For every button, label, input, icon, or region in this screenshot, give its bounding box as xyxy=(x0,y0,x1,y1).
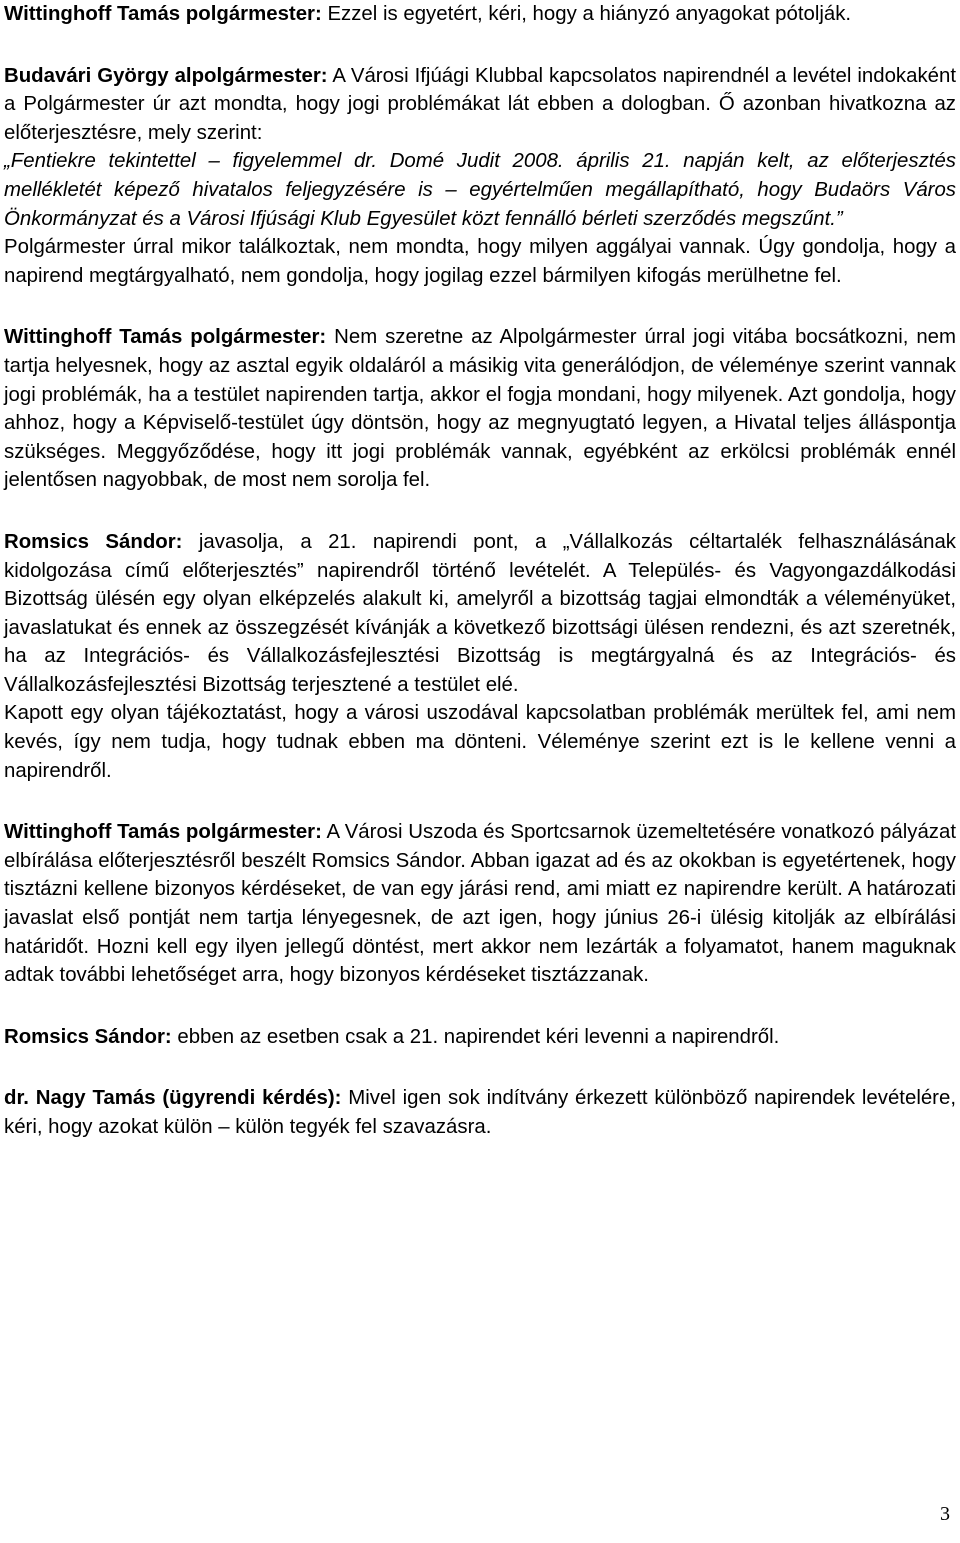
document-page xyxy=(4,0,956,1170)
paragraph-text: A Városi Ifjúági Klubbal kapcsolatos napirendnél a levétel indokaként a Polgármester úr azt mondta, hogy jogi problémákat lát ebben a dologban. Ő azonban hivatkozna az előterjesztésre, mely szerint: xyxy=(4,64,956,144)
paragraph-text: Nem szeretne az Alpolgármester úrral jogi vitába bocsátkozni, nem tartja helyesnek, hogy az asztal egyik oldaláról a másikig vita generálódjon, de véleménye szerint vannak jogi problémák, ha a testület napirenden tartja, akkor el fogja mondani, hogy milyenek. Azt gondolja, hogy ahhoz, hogy a Képviselő-testület úgy döntsön, hogy az megnyugtató legyen, a Hivatal teljes álláspontja szükséges. Meggyőződése, hogy itt jogi problémák vannak, egyébként az erkölcsi problémák ennél jelentősen nagyobbak, de most nem sorolja fel. xyxy=(4,326,956,492)
paragraph-3 xyxy=(4,323,956,495)
quoted-text: „Fentiekre tekintettel – figyelemmel dr. Domé Judit 2008. április 21. napján kelt, az előterjesztés mellékletét képező hivatalos feljegyzésére is – egyértelműen megállapítható, hogy Budaörs Város Önkormányzat és a Városi Ifjúsági Klub Egyesület közt fennálló bérleti szerződés megszűnt.” xyxy=(4,150,956,230)
speaker-name: Romsics Sándor: xyxy=(4,530,183,553)
paragraph-text-continued: Polgármester úrral mikor találkoztak, nem mondta, hogy milyen aggályai vannak. Úgy gondolja, hogy a napirend megtárgyalható, nem gondolja, hogy jogilag ezzel bármilyen kifogás merülhetne fel. xyxy=(4,236,956,287)
paragraph-text: ebben az esetben csak a 21. napirendet kéri levenni a napirendről. xyxy=(171,1025,780,1048)
speaker-name: Wittinghoff Tamás polgármester: xyxy=(4,326,327,349)
paragraph-5 xyxy=(4,818,956,990)
paragraph-text: javasolja, a 21. napirendi pont, a „Vállalkozás céltartalék felhasználásának kidolgozása című előterjesztés” napirendről történő levételét. A Település- és Vagyongazdálkodási Bizottság ülésén egy olyan elképzelés alakult ki, amelyről a bizottság tagjai elmondták a véleményüket, javaslatukat és ennek az összegzését kívánják a következő bizottsági ülésen rendezni, és azt szeretnék, ha az Integrációs- és Vállalkozásfejlesztési Bizottság is megtárgyalná és az Integrációs- és Vállalkozásfejlesztési Bizottság terjesztené a testület elé. xyxy=(4,530,956,696)
paragraph-text: Mivel igen sok indítvány érkezett különböző napirendek levételére, kéri, hogy azokat külön – külön tegyék fel szavazásra. xyxy=(4,1087,956,1138)
speaker-name: Wittinghoff Tamás polgármester: xyxy=(4,821,322,844)
paragraph-4 xyxy=(4,528,956,700)
speaker-name: Wittinghoff Tamás polgármester: xyxy=(4,3,322,25)
paragraph-1 xyxy=(4,0,956,29)
paragraph-text-continued: Kapott egy olyan tájékoztatást, hogy a városi uszodával kapcsolatban problémák merültek fel, ami nem kevés, így nem tudja, hogy tudnak ebben ma dönteni. Véleménye szerint ezt is le kellene venni a napirendről. xyxy=(4,702,956,782)
paragraph-6 xyxy=(4,1023,956,1052)
paragraph-text: Ezzel is egyetért, kéri, hogy a hiányzó anyagokat pótolják. xyxy=(321,3,852,25)
speaker-name: Budavári György alpolgármester: xyxy=(4,64,328,87)
page-number: 3 xyxy=(940,1503,950,1525)
paragraph-2 xyxy=(4,62,956,148)
speaker-name: Romsics Sándor: xyxy=(4,1025,172,1048)
speaker-name: dr. Nagy Tamás (ügyrendi kérdés): xyxy=(4,1087,342,1110)
paragraph-7 xyxy=(4,1084,956,1141)
paragraph-text: A Városi Uszoda és Sportcsarnok üzemeltetésére vonatkozó pályázat elbírálása előterjesztésről beszélt Romsics Sándor. Abban igazat ad és az okokban is egyetértenek, hogy tisztázni kellene bizonyos kérdéseket, de van egy járási rend, ami miatt ez napirendre került. A határozati javaslat első pontját nem tartja lényegesnek, de azt igen, hogy június 26-i ülésig kitolják az elbírálási határidőt. Hozni kell egy ilyen jellegű döntést, mert akkor nem lezárták a folyamatot, hanem maguknak adtak további lehetőséget arra, hogy bizonyos kérdéseket tisztázzanak. xyxy=(4,821,956,987)
